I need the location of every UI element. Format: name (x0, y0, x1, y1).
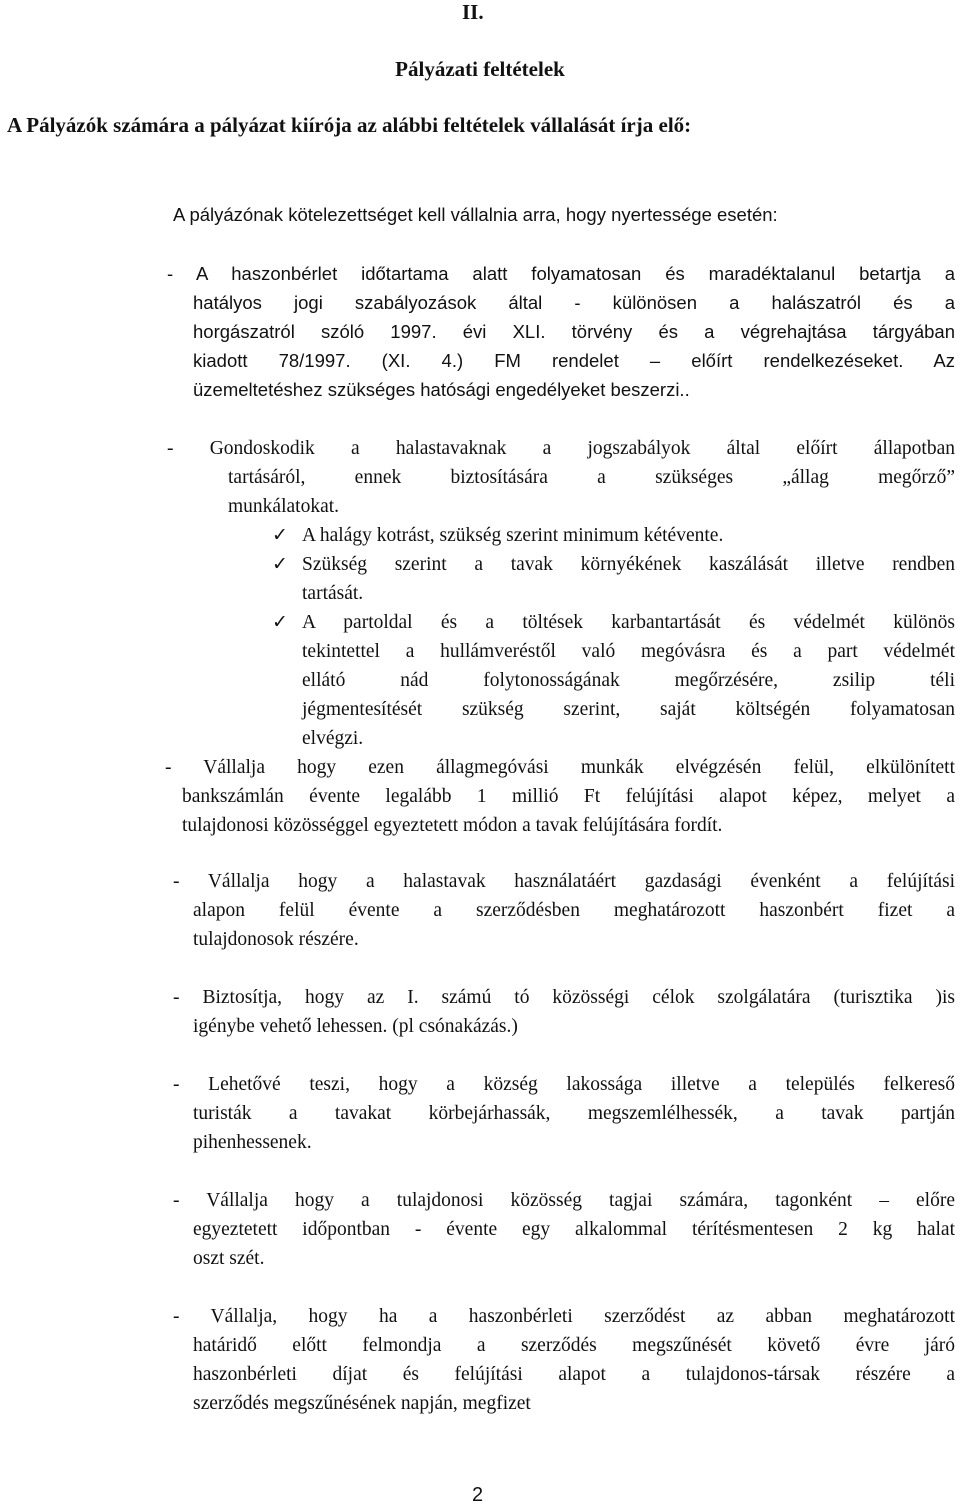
paragraph-line: - Vállalja hogy a halastavak használatáért gazdasági évenként a felújítási (173, 871, 955, 892)
paragraph-line: - Lehetővé teszi, hogy a község lakossága illetve a település felkereső (173, 1074, 955, 1095)
checklist-line: A halágy kotrást, szükség szerint minimum kétévente. (302, 525, 724, 546)
checklist-line: tartását. (302, 583, 364, 604)
paragraph-line: - A haszonbérlet időtartama alatt folyamatosan és maradéktalanul betartja a (167, 263, 955, 284)
check-icon: ✓ (272, 524, 288, 546)
paragraph-line: hatályos jogi szabályozások által - különösen a halászatról és a (193, 292, 955, 313)
paragraph-line: - Vállalja hogy a tulajdonosi közösség tagjai számára, tagonként – előre (173, 1190, 955, 1211)
check-icon: ✓ (272, 553, 288, 575)
page-number: 2 (472, 1484, 484, 1506)
paragraph-line: egyeztetett időpontban - évente egy alkalommal térítésmentesen 2 kg halat (193, 1219, 955, 1240)
paragraph-line: üzemeltetéshez szükséges hatósági engedélyeket beszerzi.. (193, 379, 690, 400)
paragraph-line: pihenhessenek. (193, 1132, 312, 1153)
paragraph-line: alapon felül évente a szerződésben meghatározott haszonbért fizet a (193, 900, 955, 921)
paragraph-line: bankszámlán évente legalább 1 millió Ft felújítási alapot képez, melyet a (182, 786, 955, 807)
checklist-line: ellátó nád folytonosságának megőrzésére, zsilip téli (302, 670, 955, 691)
paragraph-line: szerződés megszűnésének napján, megfizet (193, 1393, 531, 1414)
checklist-line: tekintettel a hullámveréstől való megóvásra és a part védelmét (302, 641, 955, 662)
checklist-line: A partoldal és a töltések karbantartását és védelmét különös (302, 612, 955, 633)
paragraph-line: tulajdonosok részére. (193, 929, 359, 950)
lead-text: A pályázónak kötelezettséget kell vállalnia arra, hogy nyertessége esetén: (173, 204, 778, 225)
paragraph-line: haszonbérleti díjat és felújítási alapot a tulajdonos-társak részére a (193, 1364, 955, 1385)
intro-line: A Pályázók számára a pályázat kiírója az alábbi feltételek vállalását írja elő: (7, 113, 692, 137)
check-icon: ✓ (272, 611, 288, 633)
paragraph-line: igénybe vehető lehessen. (pl csónakázás.) (193, 1016, 518, 1037)
chapter-number: II. (462, 0, 484, 24)
paragraph-line: - Vállalja, hogy ha a haszonbérleti szerződést az abban meghatározott (173, 1306, 955, 1327)
paragraph-line: kiadott 78/1997. (XI. 4.) FM rendelet – előírt rendelkezéseket. Az (193, 350, 955, 371)
paragraph-line: tartásáról, ennek biztosítására a szükséges „állag megőrző” (228, 467, 955, 488)
paragraph-line: horgászatról szóló 1997. évi XLI. törvény és a végrehajtása tárgyában (193, 321, 955, 342)
paragraph-line: oszt szét. (193, 1248, 265, 1269)
paragraph-line: - Biztosítja, hogy az I. számú tó közösségi célok szolgálatára (turisztika )is (173, 987, 955, 1008)
checklist-line: Szükség szerint a tavak környékének kaszálását illetve rendben (302, 554, 955, 575)
paragraph-line: határidő előtt felmondja a szerződés megszűnését követő évre járó (193, 1335, 955, 1356)
paragraph-line: munkálatokat. (228, 496, 340, 517)
paragraph-line: - Vállalja hogy ezen állagmegóvási munkák elvégzésén felül, elkülönített (165, 757, 955, 778)
checklist-line: elvégzi. (302, 728, 364, 749)
paragraph-line: turisták a tavakat körbejárhassák, megszemlélhessék, a tavak partján (193, 1103, 955, 1124)
paragraph-line: tulajdonosi közösséggel egyeztetett módon a tavak felújítására fordít. (182, 815, 723, 836)
paragraph-line: - Gondoskodik a halastavaknak a jogszabályok által előírt állapotban (167, 438, 955, 459)
page-title: Pályázati feltételek (395, 57, 565, 81)
checklist-line: jégmentesítését szükség szerint, saját költségén folyamatosan (302, 699, 955, 720)
